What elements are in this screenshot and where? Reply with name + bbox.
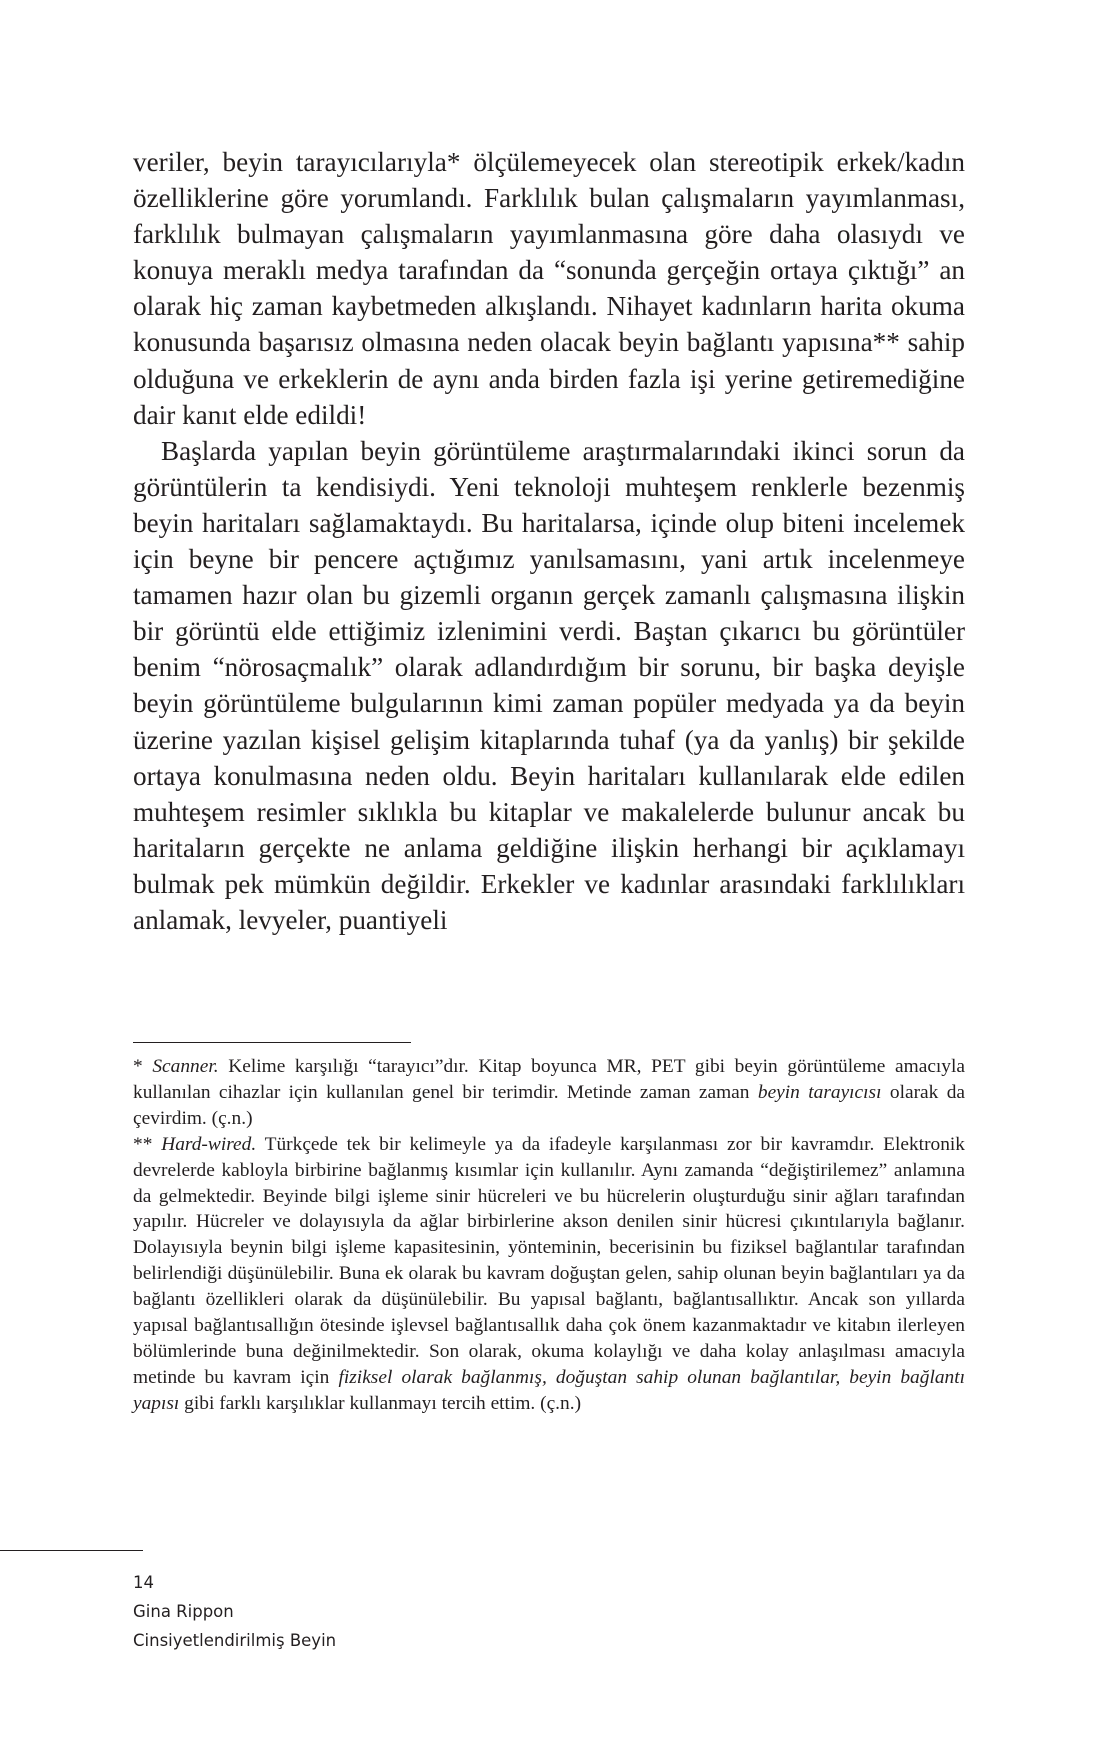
book-title: Cinsiyetlendirilmiş Beyin [133, 1631, 337, 1650]
body-paragraph-1: veriler, beyin tarayıcılarıyla* ölçülemeyecek olan stereotipik erkek/kadın özelliklerine göre yorumlandı. Farklılık bulan çalışmaların yayımlanması, farklılık bulmayan çalışmaların yayımlanmasına göre daha olasıydı ve konuya meraklı medya tarafından da “sonunda gerçeğin ortaya çıktığı” an olarak hiç zaman kaybetmeden alkışlandı. Nihayet kadınların harita okuma konusunda başarısız olmasına neden olacak beyin bağlantı yapısına** sahip olduğuna ve erkeklerin de aynı anda birden fazla işi yerine getiremediğine dair kanıt elde edildi! [133, 147, 965, 430]
footnote-1-italic: beyin tarayıcısı [757, 1081, 882, 1103]
page-footer [133, 1568, 336, 1655]
body-paragraph-2: Başlarda yapılan beyin görüntüleme araştırmalarındaki ikinci sorun da görüntülerin ta kendisiydi. Yeni teknoloji muhteşem renklerle bezenmiş beyin haritaları sağlamaktaydı. Bu haritalarsa, içinde olup biteni incelemek için beyne bir pencere açtığımız yanılsamasını, yani artık incelenmeye tamamen hazır olan bu gizemli organın gerçek zamanlı çalışmasına ilişkin bir görüntü elde ettiğimiz izlenimini verdi. Baştan çıkarıcı bu görüntüler benim “nörosaçmalık” olarak adlandırdığım bir sorunu, bir başka deyişle beyin görüntüleme bulgularının kimi zaman popüler medyada ya da beyin üzerine yazılan kişisel gelişim kitaplarında tuhaf (ya da yanlış) bir şekilde ortaya konulmasına neden oldu. Beyin haritaları kullanılarak elde edilen muhteşem resimler sıklıkla bu kitaplar ve makalelerde bulunur ancak bu haritaların gerçekte ne anlama geldiğine ilişkin herhangi bir açıklamayı bulmak pek mümkün değildir. Erkekler ve kadınlar arasındaki farklılıkları anlamak, levyeler, puantiyeli [133, 435, 965, 935]
footnote-1-text-b: olarak da çevirdim. (ç.n.) [133, 1081, 966, 1129]
footnote-2-marker: ** [133, 1133, 162, 1155]
footer-rule [0, 1550, 143, 1551]
footnote-1-text-a: Kelime karşılığı “tarayıcı”dır. Kitap boyunca MR, PET gibi beyin görüntüleme amacıyla kullanılan cihazlar için kullanılan genel bir terimdir. Metinde zaman zaman [133, 1056, 965, 1103]
body-text [133, 144, 965, 938]
footnote-1-marker: * [133, 1056, 153, 1077]
footnote-1-term: Scanner. [152, 1056, 219, 1077]
author-name: Gina Rippon [133, 1602, 234, 1621]
footnotes [133, 1054, 965, 1417]
footnote-2-text-a: Türkçede tek bir kelimeyle ya da ifadeyle karşılanması zor bir kavramdır. Elektronik devrelerde kabloyla birbirine bağlanmış kısımlar için kullanılır. Aynı zamanda “değiştirilemez” anlamına da gelmektedir. Beyinde bilgi işleme sinir hücreleri ve bu hücrelerin oluşturduğu sinir ağları tarafından yapılır. Hücreler ve dolayısıyla da ağlar birbirlerine akson denilen sinir hücresi çıkıntılarıyla bağlanır. Dolayısıyla beynin bilgi işleme kapasitesinin, yönteminin, becerisinin bu fiziksel bağlantılar tarafından belirlendiği düşünülebilir. Buna ek olarak bu kavram doğuştan gelen, sahip olunan beyin bağlantıları ya da bağlantı özellikleri olarak da düşünülebilir. Bu yapısal bağlantı, bağlantısallıktır. Ancak son yıllarda yapısal bağlantısallığın ötesinde işlevsel bağlantısallık daha çok önem kazanmaktadır ve kitabın ilerleyen bölümlerinde buna değinilmektedir. Son olarak, okuma kolaylığı ve daha kolay anlaşılması amacıyla metinde bu kavram için [133, 1133, 965, 1388]
page-number: 14 [133, 1573, 154, 1592]
footnote-separator [133, 1042, 411, 1043]
footnote-2-text-b: gibi farklı karşılıklar kullanmayı tercih ettim. (ç.n.) [179, 1392, 582, 1414]
footnote-2-term: Hard-wired. [161, 1133, 257, 1155]
footnote-1 [133, 1054, 965, 1132]
footnote-2 [133, 1132, 965, 1417]
footnote-2-italic: fiziksel olarak bağlanmış, doğuştan sahip olunan bağlantılar, beyin bağlantı yapısı [133, 1366, 965, 1414]
